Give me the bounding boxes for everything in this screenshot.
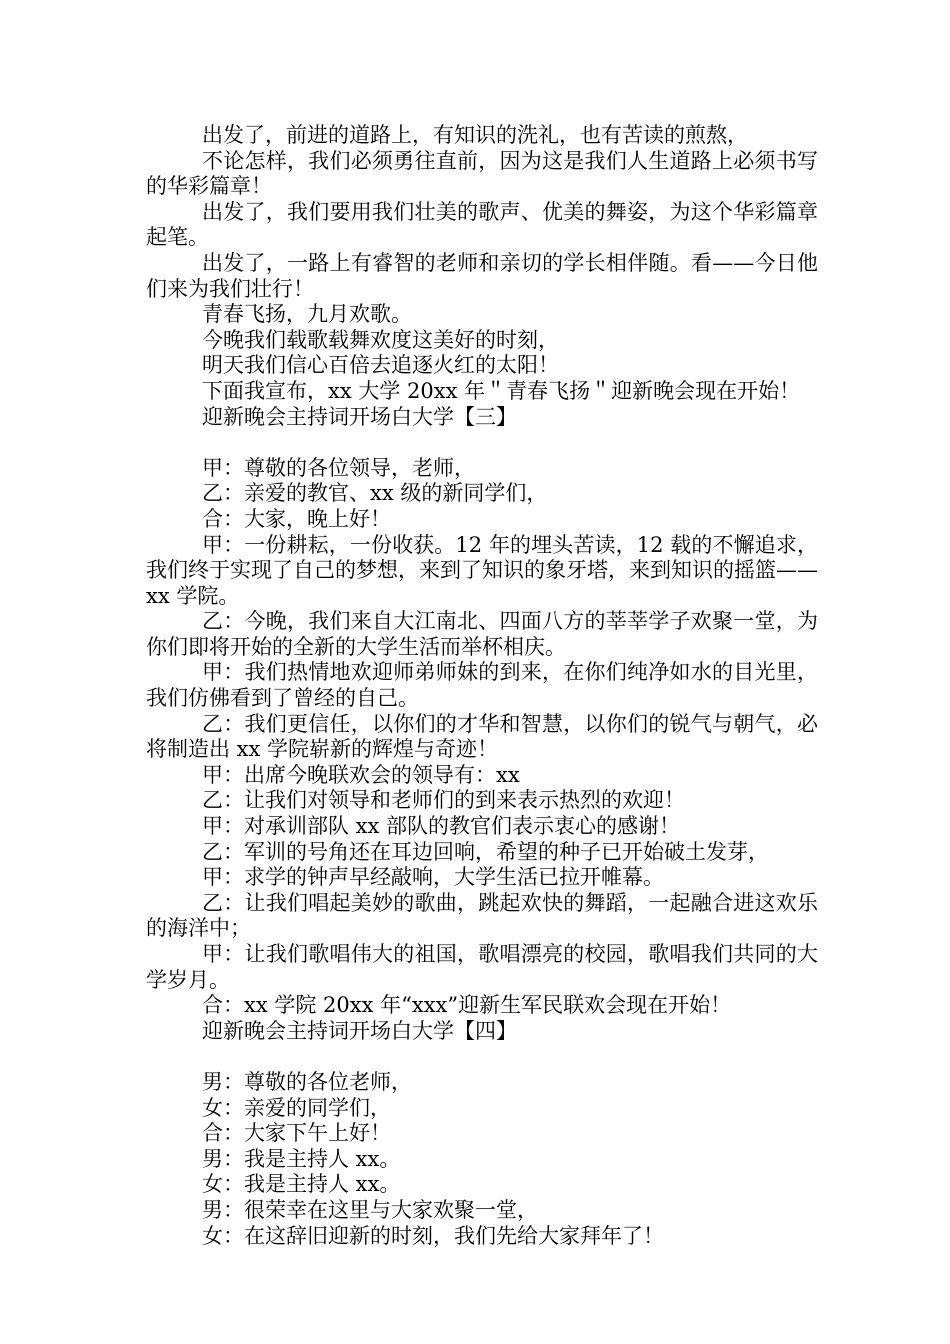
paragraph: 男：很荣幸在这里与大家欢聚一堂， bbox=[202, 1197, 538, 1222]
paragraph: 今晚我们载歌载舞欢度这美好的时刻， bbox=[202, 327, 559, 352]
section-heading: 迎新晚会主持词开场白大学【三】 bbox=[202, 404, 517, 429]
paragraph: 出发了，我们要用我们壮美的歌声、优美的舞姿，为这个华彩篇章起笔。 bbox=[146, 199, 818, 250]
paragraph: 甲：让我们歌唱伟大的祖国，歌唱漂亮的校园，歌唱我们共同的大学岁月。 bbox=[146, 942, 818, 992]
paragraph: 甲：一份耕耘，一份收获。12 年的埋头苦读，12 载的不懈追求，我们终于实现了自己的梦想，来到了知识的象牙塔，来到知识的摇篮——xx 学院。 bbox=[146, 532, 818, 608]
document-body bbox=[146, 123, 818, 1249]
paragraph: 男：尊敬的各位老师， bbox=[202, 1069, 412, 1094]
paragraph: 青春飞扬，九月欢歌。 bbox=[202, 302, 412, 327]
paragraph: 合：大家下午上好！ bbox=[202, 1121, 391, 1146]
paragraph: 甲：尊敬的各位领导，老师， bbox=[202, 455, 475, 480]
paragraph: 甲：出席今晚联欢会的领导有：xx bbox=[202, 762, 520, 787]
paragraph: 甲：求学的钟声早经敲响，大学生活已拉开帷幕。 bbox=[202, 865, 664, 890]
paragraph: 下面我宣布，xx 大学 20xx 年＂青春飞扬＂迎新晚会现在开始！ bbox=[202, 378, 801, 403]
paragraph: 乙：军训的号角还在耳边回响，希望的种子已开始破土发芽， bbox=[202, 839, 769, 864]
paragraph: 甲：对承训部队 xx 部队的教官们表示衷心的感谢！ bbox=[202, 814, 681, 839]
paragraph: 明天我们信心百倍去追逐火红的太阳！ bbox=[202, 353, 559, 378]
paragraph: 出发了，一路上有睿智的老师和亲切的学长相伴随。看——今日他们来为我们壮行！ bbox=[146, 250, 818, 301]
blank-line bbox=[146, 1044, 818, 1070]
paragraph: 女：亲爱的同学们， bbox=[202, 1095, 391, 1120]
paragraph: 女：在这辞旧迎新的时刻，我们先给大家拜年了！ bbox=[202, 1223, 664, 1248]
paragraph: 乙：我们更信任，以你们的才华和智慧，以你们的锐气与朝气，必将制造出 xx 学院崭新的辉煌与奇迹！ bbox=[146, 711, 818, 762]
paragraph: 合：xx 学院 20xx 年“xxx”迎新生军民联欢会现在开始！ bbox=[202, 993, 732, 1018]
paragraph: 乙：让我们唱起美妙的歌曲，跳起欢快的舞蹈，一起融合进这欢乐的海洋中； bbox=[146, 890, 818, 941]
blank-line bbox=[146, 430, 818, 456]
paragraph: 乙：今晚，我们来自大江南北、四面八方的莘莘学子欢聚一堂，为你们即将开始的全新的大学生活而举杯相庆。 bbox=[146, 609, 818, 659]
paragraph: 出发了，前进的道路上，有知识的洗礼，也有苦读的煎熬， bbox=[202, 123, 748, 147]
paragraph: 甲：我们热情地欢迎师弟师妹的到来，在你们纯净如水的目光里，我们仿佛看到了曾经的自己。 bbox=[146, 660, 818, 711]
paragraph: 合：大家，晚上好！ bbox=[202, 506, 391, 531]
paragraph: 男：我是主持人 xx。 bbox=[202, 1146, 401, 1171]
paragraph: 不论怎样，我们必须勇往直前，因为这是我们人生道路上必须书写的华彩篇章！ bbox=[146, 148, 818, 199]
paragraph: 乙：亲爱的教官、xx 级的新同学们， bbox=[202, 481, 548, 506]
paragraph: 乙：让我们对领导和老师们的到来表示热烈的欢迎！ bbox=[202, 788, 685, 813]
paragraph: 女：我是主持人 xx。 bbox=[202, 1172, 401, 1197]
section-heading: 迎新晚会主持词开场白大学【四】 bbox=[202, 1018, 517, 1043]
